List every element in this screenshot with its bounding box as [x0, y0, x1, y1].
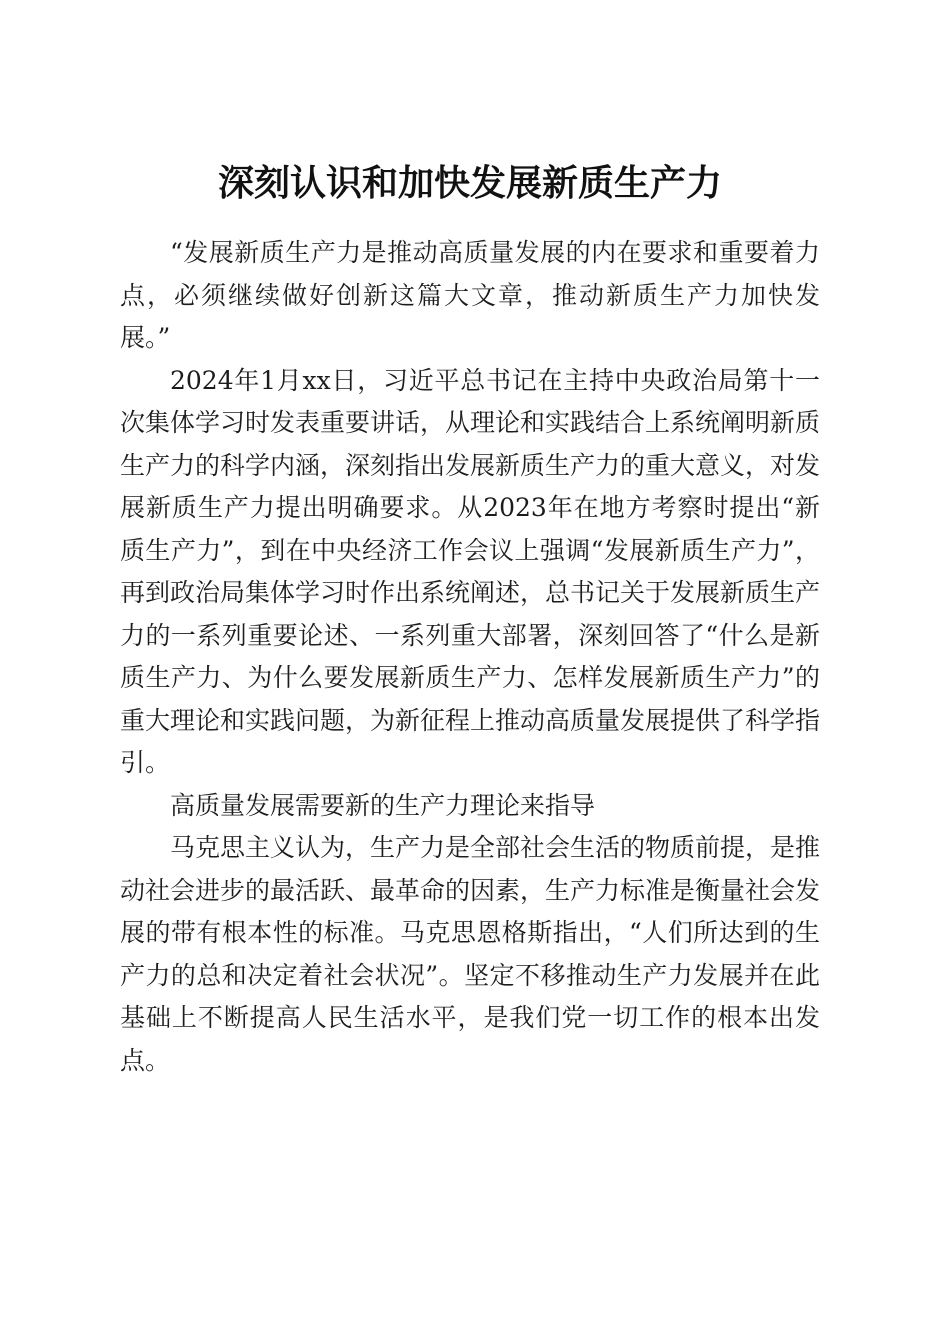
quote-paragraph: “发展新质生产力是推动高质量发展的内在要求和重要着力点，必须继续做好创新这篇大文章，推动新质生产力加快发展。”	[120, 238, 820, 352]
intro-paragraph: 2024年1月xx日，习近平总书记在主持中央政治局第十一次集体学习时发表重要讲话，从理论和实践结合上系统阐明新质生产力的科学内涵，深刻指出发展新质生产力的重大意义，对发展新质生产力提出明确要求。从2023年在地方考察时提出“新质生产力”，到在中央经济工作会议上强调“发展新质生产力”，再到政治局集体学习时作出系统阐述，总书记关于发展新质生产力的一系列重要论述、一系列重大部署，深刻回答了“什么是新质生产力、为什么要发展新质生产力、怎样发展新质生产力”的重大理论和实践问题，为新征程上推动高质量发展提供了科学指引。	[120, 365, 821, 777]
document-body	[120, 232, 820, 1082]
section-heading: 高质量发展需要新的生产力理论来指导	[170, 790, 596, 820]
section-paragraph: 马克思主义认为，生产力是全部社会生活的物质前提，是推动社会进步的最活跃、最革命的因素，生产力标准是衡量社会发展的带有根本性的标准。马克思恩格斯指出，“人们所达到的生产力的总和决定着社会状况”。坚定不移推动生产力发展并在此基础上不断提高人民生活水平，是我们党一切工作的根本出发点。	[120, 833, 821, 1075]
document-title: 深刻认识和加快发展新质生产力	[217, 163, 722, 205]
